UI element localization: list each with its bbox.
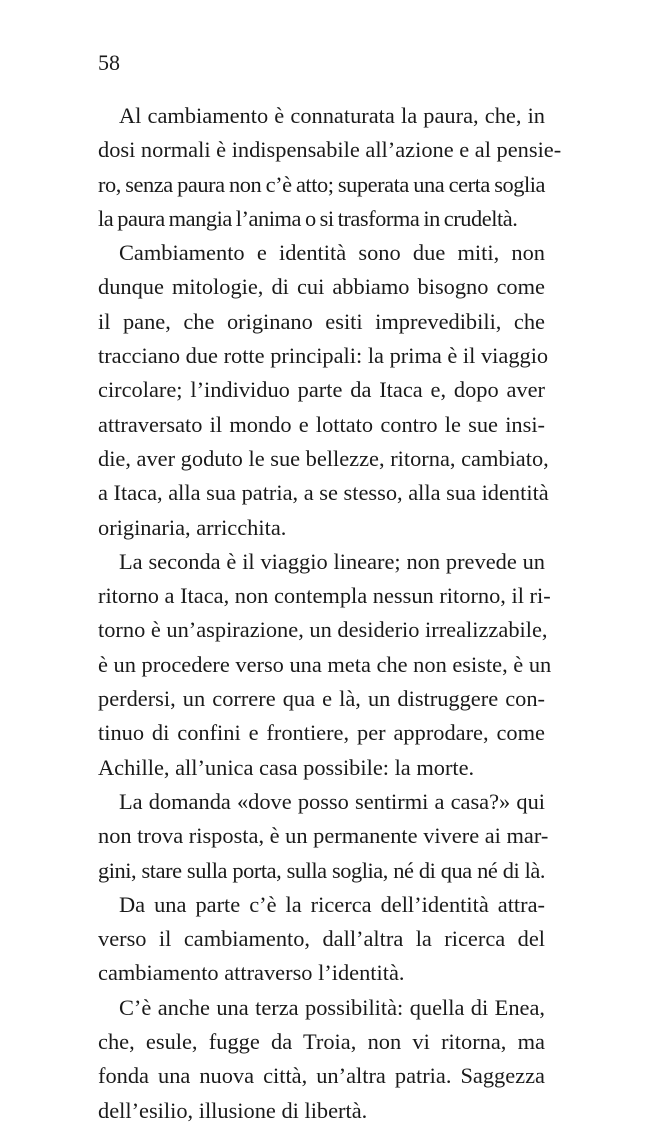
paragraph xyxy=(98,785,549,888)
text-line: la paura mangia l’anima o si trasforma in crudeltà. xyxy=(98,205,518,231)
text-line: a Itaca, alla sua patria, a se stesso, alla sua identità xyxy=(98,480,549,506)
text-line: che, esule, fugge da Troia, non vi ritorna, ma xyxy=(98,1029,545,1055)
text-line: non trova risposta, è un permanente vivere ai mar- xyxy=(98,823,549,849)
text-line: ritorno a Itaca, non contempla nessun ritorno, il ri- xyxy=(98,583,551,609)
text-line: cambiamento attraverso l’identità. xyxy=(98,960,405,986)
text-line: è un procedere verso una meta che non esiste, è un xyxy=(98,651,552,677)
paragraph xyxy=(98,991,545,1128)
paragraph xyxy=(98,99,562,236)
text-line: circolare; l’individuo parte da Itaca e, dopo aver xyxy=(98,377,545,403)
paragraph xyxy=(98,545,552,785)
text-line: Cambiamento e identità sono due miti, non xyxy=(119,240,545,266)
text-line: Da una parte c’è la ricerca dell’identità attra- xyxy=(119,891,545,917)
text-line: perdersi, un correre qua e là, un distruggere con- xyxy=(98,686,545,712)
text-line: il pane, che originano esiti imprevedibili, che xyxy=(98,308,545,334)
text-line: fonda una nuova città, un’altra patria. Saggezza xyxy=(98,1063,545,1089)
text-line: die, aver goduto le sue bellezze, ritorna, cambiato, xyxy=(98,445,549,471)
text-line: ro, senza paura non c’è atto; superata una certa soglia xyxy=(98,171,545,197)
text-line: verso il cambiamento, dall’altra la ricerca del xyxy=(98,926,545,952)
text-line: La domanda «dove posso sentirmi a casa?» qui xyxy=(119,788,545,814)
body-text xyxy=(98,99,562,1128)
text-line: tinuo di confini e frontiere, per approdare, come xyxy=(98,720,545,746)
paragraph xyxy=(98,888,545,991)
page-number: 58 xyxy=(98,50,120,75)
text-line: C’è anche una terza possibilità: quella di Enea, xyxy=(119,994,545,1020)
text-line: attraversato il mondo e lottato contro le sue insi- xyxy=(98,411,545,437)
text-line: tracciano due rotte principali: la prima è il viaggio xyxy=(98,343,549,369)
text-line: La seconda è il viaggio lineare; non prevede un xyxy=(119,548,545,574)
text-line: gini, stare sulla porta, sulla soglia, né di qua né di là. xyxy=(98,857,545,883)
text-line: dell’esilio, illusione di libertà. xyxy=(98,1097,368,1123)
text-line: dosi normali è indispensabile all’azione e al pensie- xyxy=(98,137,562,163)
text-line: originaria, arricchita. xyxy=(98,514,287,540)
text-line: Al cambiamento è connaturata la paura, che, in xyxy=(119,103,545,128)
paragraph xyxy=(98,236,549,545)
text-line: torno è un’aspirazione, un desiderio irrealizzabile, xyxy=(98,617,548,643)
text-line: Achille, all’unica casa possibile: la morte. xyxy=(98,754,475,780)
text-line: dunque mitologie, di cui abbiamo bisogno come xyxy=(98,274,545,300)
